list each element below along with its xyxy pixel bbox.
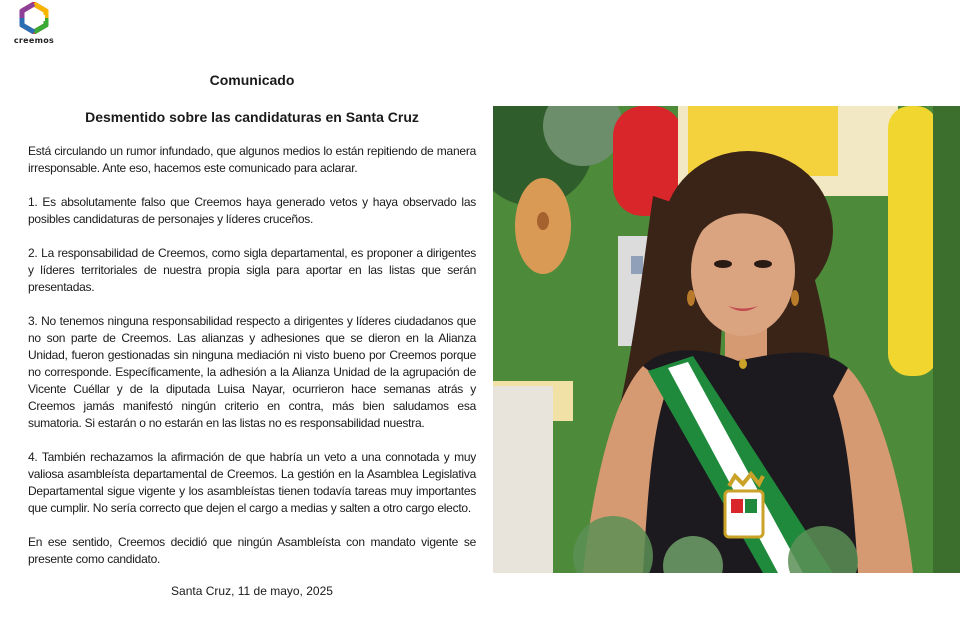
closing-date: Santa Cruz, 11 de mayo, 2025 xyxy=(171,584,333,598)
brand-name: creemos xyxy=(13,36,55,45)
paragraph-2: 2. La responsabilidad de Creemos, como sigla departamental, es proponer a dirigentes y líderes territoriales de nuestra propia sigla para aportar en las listas que serán presentadas. xyxy=(28,246,476,294)
document-subtitle: Desmentido sobre las candidaturas en Santa Cruz xyxy=(85,109,419,125)
portrait-illustration xyxy=(493,106,960,573)
assembly-member-photo xyxy=(493,106,960,573)
document-title: Comunicado xyxy=(209,72,295,88)
paragraph-conclusion: En ese sentido, Creemos decidió que ningún Asambleísta con mandato vigente se presente como candidato. xyxy=(28,535,476,566)
paragraph-4: 4. También rechazamos la afirmación de que habría un veto a una connotada y muy valiosa asambleísta departamental de Creemos. La gestión en la Asamblea Legislativa Departamental sigue vigente y los asambleístas tienen todavía tareas muy importantes que cumplir. No sería correcto que dejen el cargo a medias y salten a otro cargo electo. xyxy=(28,450,476,515)
paragraph-1: 1. Es absolutamente falso que Creemos haya generado vetos y haya observado las posibles candidaturas de personajes y líderes cruceños. xyxy=(28,195,476,226)
communique xyxy=(28,70,476,598)
creemos-logo-icon xyxy=(18,2,50,34)
creemos-logo xyxy=(10,2,58,46)
paragraph-3: 3. No tenemos ninguna responsabilidad respecto a dirigentes y líderes ciudadanos que no son parte de Creemos. Las alianzas y adhesiones que se dieron en la Alianza Unidad, fueron gestionadas sin ninguna mediación ni visto bueno por Creemos porque no corresponde. Específicamente, la adhesión a la Alianza Unidad de la agrupación de Vicente Cuéllar y de la diputada Luisa Nayar, ocurrieron hace semanas atrás y Creemos jamás manifestó ningún criterio en contra, más bien saludamos esa sumatoria. Si estarán o no estarán en las listas no es responsabilidad nuestra. xyxy=(28,314,476,430)
paragraph-intro: Está circulando un rumor infundado, que algunos medios lo están repitiendo de manera irresponsable. Ante eso, hacemos este comunicado para aclarar. xyxy=(28,144,476,175)
